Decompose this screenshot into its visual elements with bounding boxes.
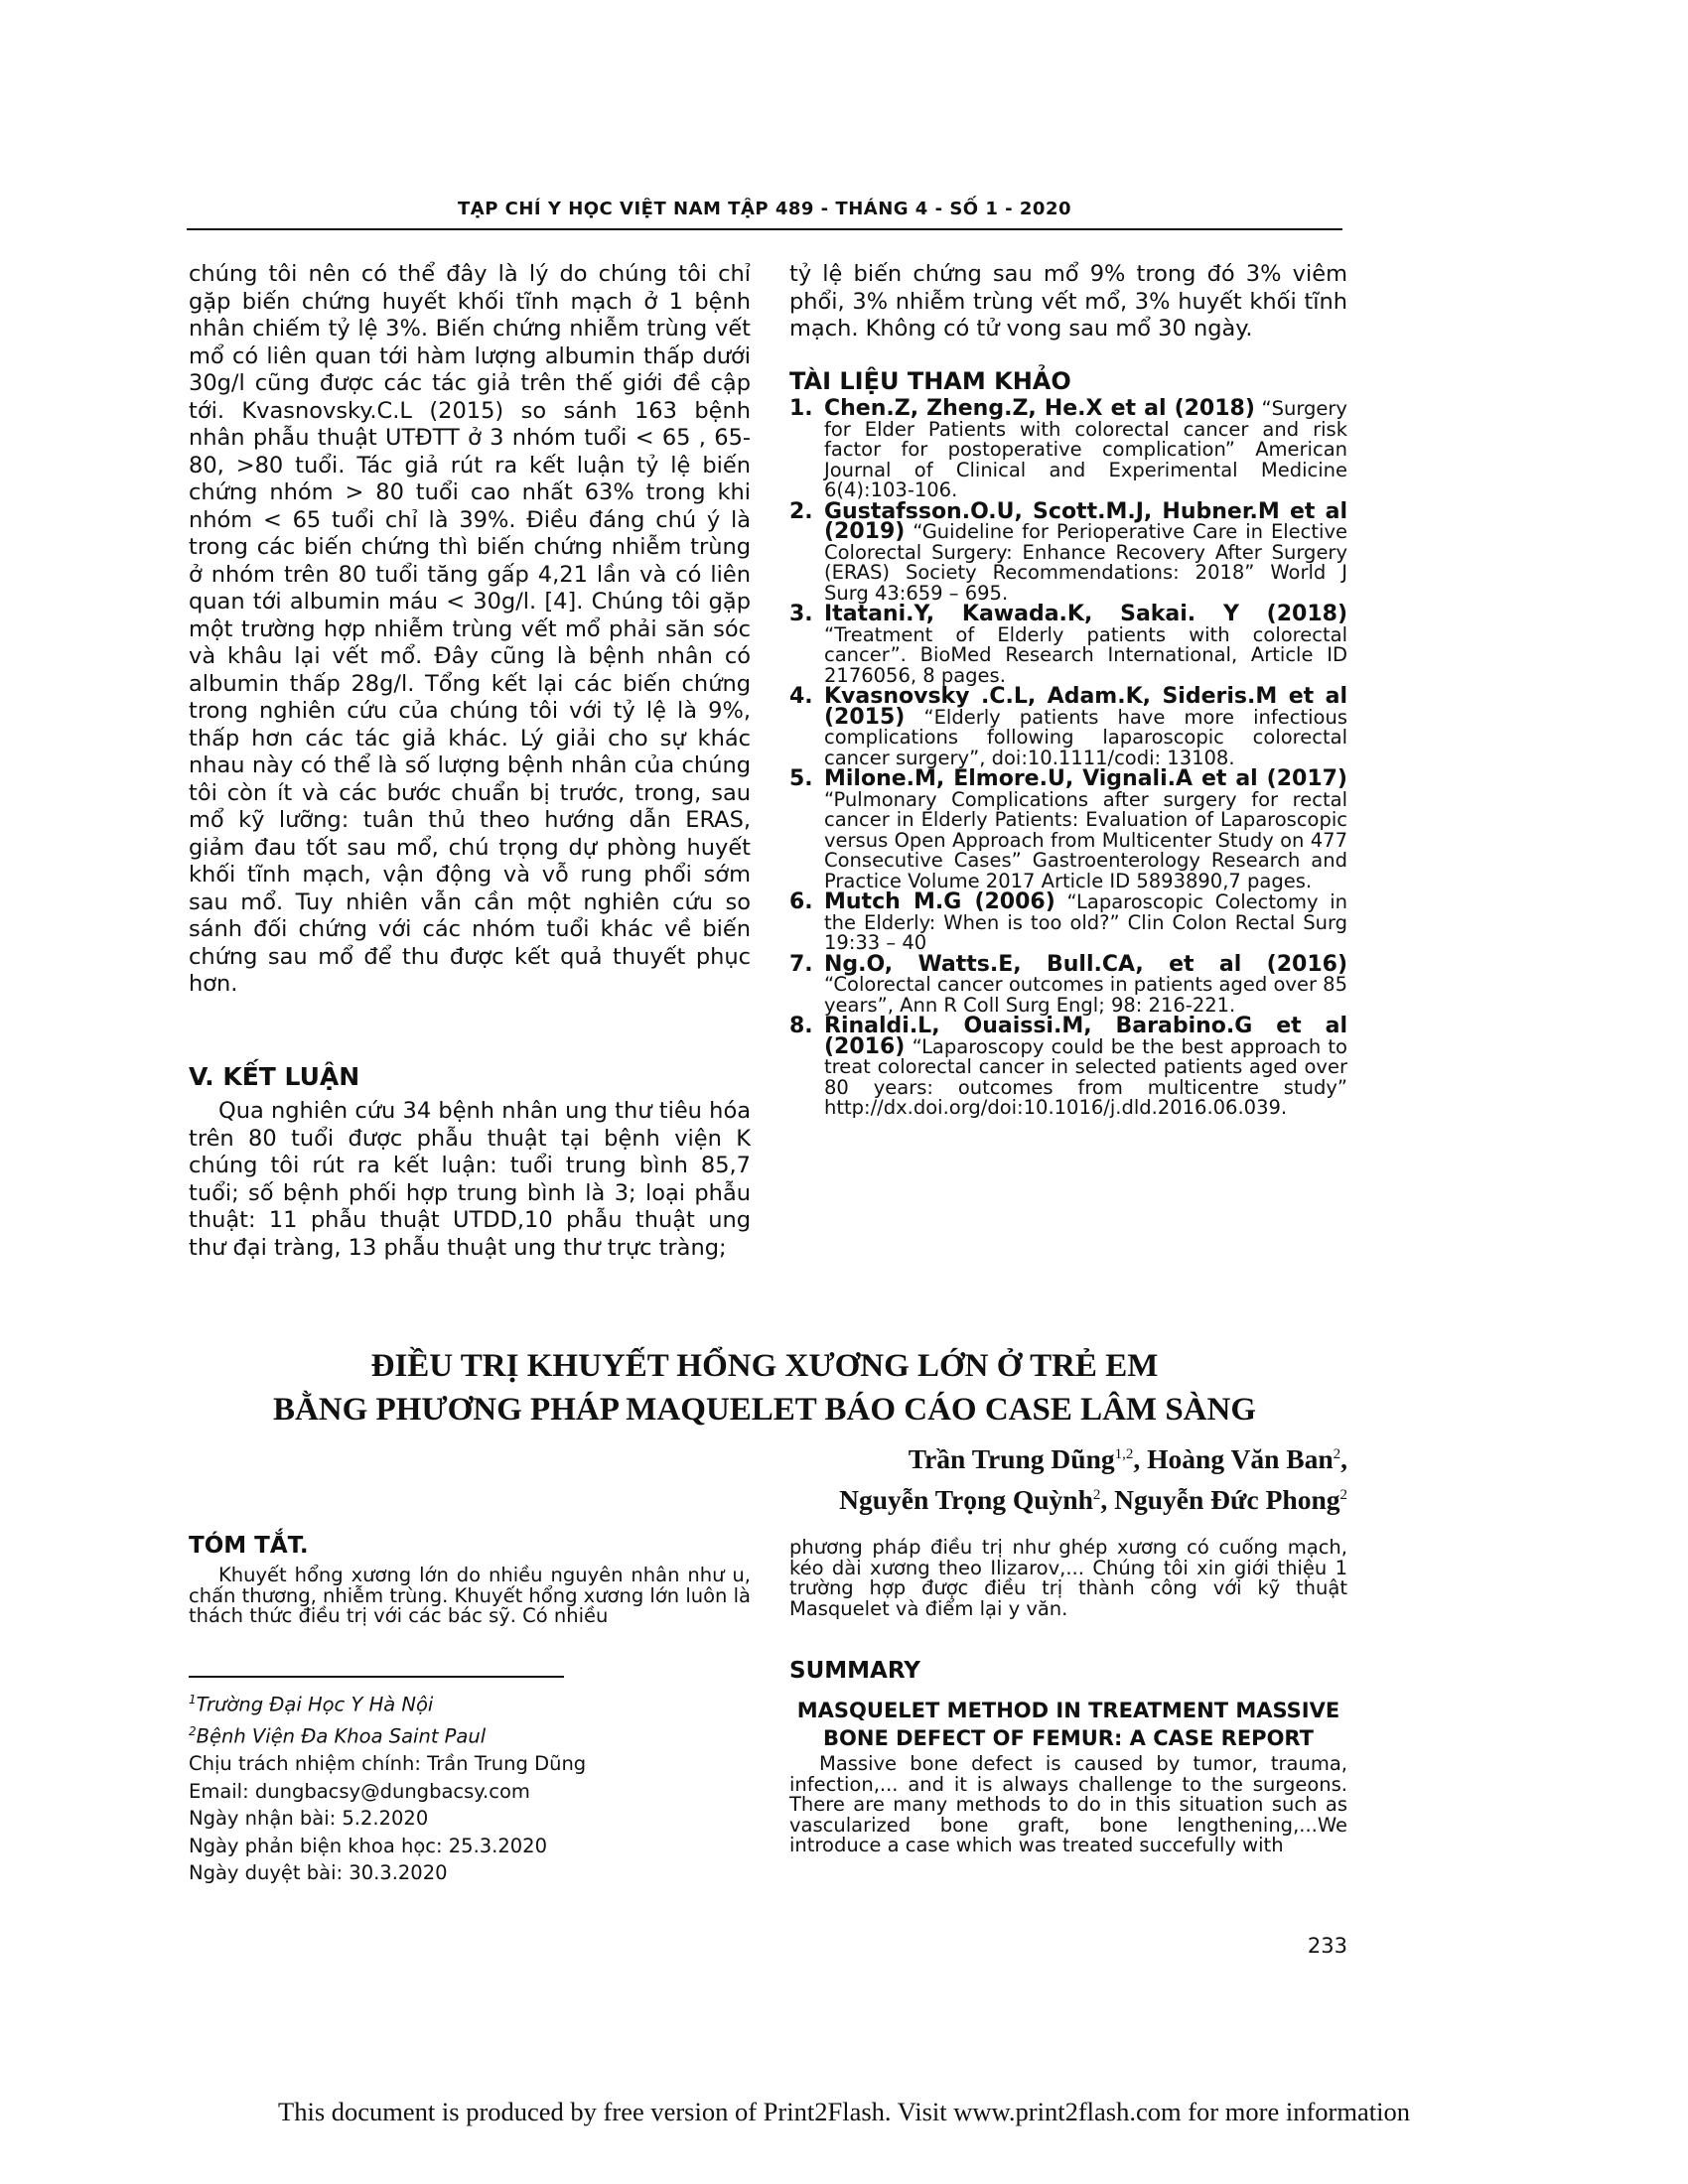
references-heading: TÀI LIỆU THAM KHẢO xyxy=(789,367,1071,395)
reference-number: 7. xyxy=(789,951,813,977)
references-list xyxy=(789,396,1347,1120)
reference-authors: Mutch M.G (2006) xyxy=(824,889,1055,914)
reference-authors: Chen.Z, Zheng.Z, He.X et al (2018) xyxy=(824,396,1255,421)
author-affiliation: 2 xyxy=(1333,1446,1341,1462)
reference-authors: Rinaldi.L, Ouaissi.M, Barabino.G et al (2016) xyxy=(824,1014,1347,1059)
reference-text: “Colorectal cancer outcomes in patients aged over 85 years”, Ann R Coll Surg Engl; 98: 216-221. xyxy=(824,973,1347,1017)
contact-email: Email: dungbacsy@dungbacsy.com xyxy=(189,1779,530,1803)
reference-item xyxy=(789,684,1347,769)
reference-text: “Surgery for Elder Patients with colorectal cancer and risk factor for postoperative complication” American Journal of Clinical and Experimental Medicine 6(4):103-106. xyxy=(824,397,1347,501)
reference-number: 1. xyxy=(789,396,813,421)
reference-number: 3. xyxy=(789,602,813,626)
affiliation-1 xyxy=(189,1687,745,1718)
reference-item xyxy=(789,889,1347,954)
author-separator: , xyxy=(1133,1443,1148,1475)
summary-body xyxy=(789,1754,1347,1856)
article-title-line2: BẰNG PHƯƠNG PHÁP MAQUELET BÁO CÁO CASE LÂM SÀNG xyxy=(272,1392,1257,1428)
reference-item xyxy=(789,396,1347,501)
author-affiliation: 1,2 xyxy=(1114,1446,1134,1462)
discussion-paragraph: chúng tôi nên có thể đây là lý do chúng tôi chỉ gặp biến chứng huyết khối tĩnh mạch ở 1 bệnh nhân chiếm tỷ lệ 3%. Biến chứng nhiễm trùng vết mổ có liên quan tới hàm lượng albumin thấp dưới 30g/l cũng được các tác giả trên thế giới đề cập tới. Kvasnovsky.C.L (2015) so sánh 163 bệnh nhân phẫu thuật UTĐTT ở 3 nhóm tuổi < 65 , 65- 80, >80 tuổi. Tác giả rút ra kết luận tỷ lệ biến chứng nhóm > 80 tuổi cao nhất 63% trong khi nhóm < 65 tuổi chỉ là 39%. Điều đáng chú ý là trong các biến chứng thì biến chứng nhiễm trùng ở nhóm trên 80 tuổi tăng gấp 4,21 lần và có liên quan tới albumin máu < 30g/l. [4]. Chúng tôi gặp một trường hợp nhiễm trùng vết mổ phải săn sóc và khâu lại vết mổ. Đây cũng là bệnh nhân có albumin thấp 28g/l. Tổng kết lại các biến chứng trong nghiên cứu của chúng tôi với tỷ lệ là 9%, thấp hơn các tác giả khác. Lý giải cho sự khác nhau này có thể là số lượng bệnh nhân của chúng tôi còn ít và các bước chuẩn bị trước, trong, sau mổ kỹ lưỡng: tuân thủ theo hướng dẫn ERAS, giảm đau tốt sau mổ, chú trọng dự phòng huyết khối tĩnh mạch, vận động và vỗ rung phổi sớm sau mổ. Tuy nhiên vẫn cần một nghiên cứu so sánh đối chứng với các nhóm tuổi khác về biến chứng sau mổ để thu được kết quả thuyết phục hơn. xyxy=(189,261,751,997)
reference-authors: Milone.M, Elmore.U, Vignali.A et al (2017) xyxy=(824,766,1347,791)
abstract-left xyxy=(189,1566,751,1627)
page-number: 233 xyxy=(1307,1934,1347,1958)
reference-item xyxy=(789,951,1347,1017)
article-title-line1: ĐIỀU TRỊ KHUYẾT HỔNG XƯƠNG LỚN Ở TRẺ EM xyxy=(370,1348,1159,1384)
abstract-text: Khuyết hổng xương lớn do nhiều nguyên nhân như u, chấn thương, nhiễm trùng. Khuyết hổng xương lớn luôn là thách thức điều trị với các bác sỹ. Có nhiều xyxy=(189,1564,751,1627)
reference-authors: Itatani.Y, Kawada.K, Sakai. Y (2018) xyxy=(824,602,1347,626)
conclusion-section xyxy=(189,1098,751,1262)
reference-item xyxy=(789,498,1347,605)
author-affiliation: 2 xyxy=(1339,1487,1347,1504)
right-column-continuation xyxy=(789,261,1347,343)
affiliation-text: Trường Đại Học Y Hà Nội xyxy=(196,1693,434,1716)
conclusion-text: Qua nghiên cứu 34 bệnh nhân ung thư tiêu hóa trên 80 tuổi được phẫu thuật tại bệnh viện K chúng tôi rút ra kết luận: tuổi trung bình 85,7 tuổi; số bệnh phối hợp trung bình là 3; loại phẫu thuật: 11 phẫu thuật UTDD,10 phẫu thuật ung thư đại tràng, 13 phẫu thuật ung thư trực tràng; xyxy=(189,1098,751,1261)
reference-text: “Guideline for Perioperative Care in Elective Colorectal Surgery: Enhance Recovery After Surgery (ERAS) Society Recommendations: 2018” World J Surg 43:659 – 695. xyxy=(824,520,1347,605)
reference-text: “Laparoscopic Colectomy in the Elderly: When is too old?” Clin Colon Rectal Surg 19:33 – 40 xyxy=(824,890,1347,954)
date-received: Ngày nhận bài: 5.2.2020 xyxy=(189,1807,429,1830)
author-name: Nguyễn Trọng Quỳnh xyxy=(839,1484,1093,1516)
date-reviewed: Ngày phản biện khoa học: 25.3.2020 xyxy=(189,1834,547,1857)
summary-heading: SUMMARY xyxy=(789,1658,920,1684)
summary-title-line1: MASQUELET METHOD IN TREATMENT MASSIVE xyxy=(796,1699,1340,1722)
conclusion-heading: V. KẾT LUẬN xyxy=(189,1062,360,1091)
author-list xyxy=(652,1436,1347,1518)
abstract-heading: TÓM TẮT. xyxy=(189,1533,309,1559)
print2flash-watermark: This document is produced by free version of Print2Flash. Visit www.print2flash.com for more information xyxy=(278,2097,1410,2126)
responsible-author: Chịu trách nhiệm chính: Trần Trung Dũng xyxy=(189,1752,587,1775)
journal-header: TẠP CHÍ Y HỌC VIỆT NAM TẬP 489 - THÁNG 4 - SỐ 1 - 2020 xyxy=(457,199,1071,219)
summary-text: Massive bone defect is caused by tumor, trauma, infection,... and it is always challenge to the surgeons. There are many methods to do in this situation such as vascularized bone graft, bone lengthening,...We introduce a case which was treated succefully with xyxy=(789,1752,1347,1856)
reference-number: 4. xyxy=(789,684,813,709)
article-title xyxy=(189,1344,1340,1432)
footnotes xyxy=(189,1687,745,1887)
footnote-marker: 1 xyxy=(189,1693,197,1706)
reference-text: “Pulmonary Complications after surgery for rectal cancer in Elderly Patients: Evaluation of Laparoscopic versus Open Approach from Multicenter Study on 477 Consecutive Cases” Gastroenterology Research and Practice Volume 2017 Article ID 5893890,7 pages. xyxy=(824,787,1347,892)
summary-title xyxy=(789,1698,1347,1752)
reference-authors: Ng.O, Watts.E, Bull.CA, et al (2016) xyxy=(824,951,1347,977)
abstract-continuation: phương pháp điều trị như ghép xương có cuống mạch, kéo dài xương theo Ilizarov,... Chúng tôi xin giới thiệu 1 trường hợp được điều trị thành công với kỹ thuật Masquelet và điểm lại y văn. xyxy=(789,1536,1347,1620)
author-affiliation: 2 xyxy=(1092,1487,1101,1504)
reference-number: 5. xyxy=(789,766,813,791)
header-divider xyxy=(187,228,1342,230)
footnote-divider xyxy=(189,1676,564,1678)
reference-text: “Laparoscopy could be the best approach to treat colorectal cancer in selected patients aged over 80 years: outcomes from multicentre study” http://dx.doi.org/doi:10.1016/j.dld.2016.06.039. xyxy=(824,1034,1347,1119)
footnote-marker: 2 xyxy=(189,1724,197,1738)
author-separator: , xyxy=(1340,1443,1347,1475)
author-name: Nguyễn Đức Phong xyxy=(1114,1484,1340,1516)
reference-authors: Gustafsson.O.U, Scott.M.J, Hubner.M et al (2019) xyxy=(824,498,1347,544)
reference-item xyxy=(789,766,1347,892)
reference-item xyxy=(789,602,1347,687)
reference-text: “Elderly patients have more infectious complications following laparoscopic colorectal cancer surgery”, doi:10.1111/codi: 13108. xyxy=(824,705,1347,769)
affiliation-text: Bệnh Viện Đa Khoa Saint Paul xyxy=(196,1724,487,1748)
abstract-right xyxy=(789,1538,1347,1619)
reference-item xyxy=(789,1014,1347,1119)
reference-number: 8. xyxy=(789,1014,813,1038)
reference-number: 6. xyxy=(789,889,813,914)
continuation-text: tỷ lệ biến chứng sau mổ 9% trong đó 3% viêm phổi, 3% nhiễm trùng vết mổ, 3% huyết khối tĩnh mạch. Không có tử vong sau mổ 30 ngày. xyxy=(789,261,1347,341)
author-separator: , xyxy=(1100,1484,1115,1516)
author-name: Trần Trung Dũng xyxy=(908,1443,1115,1475)
reference-authors: Kvasnovsky .C.L, Adam.K, Sideris.M et al (2015) xyxy=(824,684,1347,730)
author-name: Hoàng Văn Ban xyxy=(1147,1443,1334,1475)
date-approved: Ngày duyệt bài: 30.3.2020 xyxy=(189,1861,448,1884)
summary-title-line2: BONE DEFECT OF FEMUR: A CASE REPORT xyxy=(823,1725,1314,1750)
reference-text: “Treatment of Elderly patients with colorectal cancer”. BioMed Research International, Article ID 2176056, 8 pages. xyxy=(824,622,1347,687)
reference-number: 2. xyxy=(789,498,813,524)
left-column xyxy=(189,261,751,999)
affiliation-2 xyxy=(189,1718,745,1750)
